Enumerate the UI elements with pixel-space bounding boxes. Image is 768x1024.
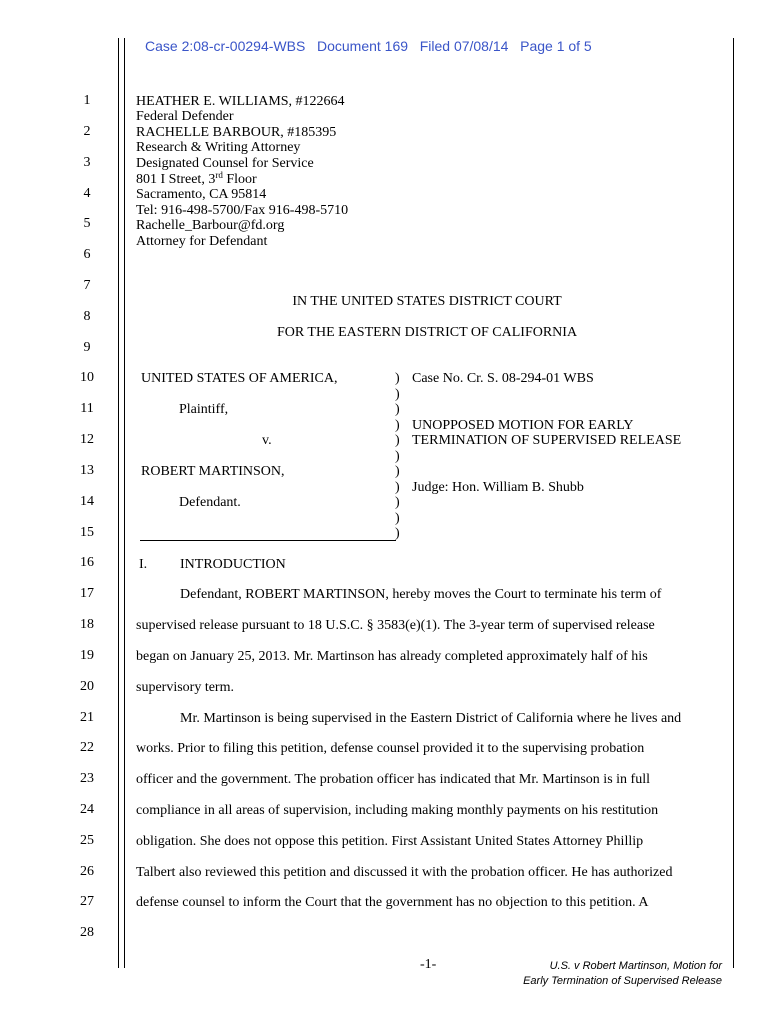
caption-paren: ): [395, 433, 400, 448]
stamp-document: Document 169: [316, 38, 409, 54]
line-number: 1: [83, 93, 91, 108]
caption-paren: ): [395, 402, 400, 417]
attorney-title-2: Research & Writing Attorney: [136, 140, 301, 155]
caption-paren: ): [395, 526, 400, 541]
caption-paren: ): [395, 480, 400, 495]
attorney-title-1: Federal Defender: [136, 109, 234, 124]
line-number: 3: [83, 155, 91, 170]
judge: Judge: Hon. William B. Shubb: [412, 480, 584, 495]
line-number: 19: [80, 648, 94, 663]
stamp-page: Page 1 of 5: [520, 38, 592, 54]
caption-paren: ): [395, 418, 400, 433]
body-line: Talbert also reviewed this petition and discussed it with the probation officer. He has authorized: [136, 865, 673, 880]
attorney-address-1: [136, 172, 257, 188]
line-number: 12: [80, 432, 94, 447]
body-line: officer and the government. The probation officer has indicated that Mr. Martinson is in full: [136, 772, 650, 787]
right-margin-rule: [733, 38, 734, 968]
attorney-name-1: HEATHER E. WILLIAMS, #122664: [136, 94, 345, 109]
defendant-name: ROBERT MARTINSON,: [141, 464, 285, 479]
line-number: 21: [80, 710, 94, 725]
caption-paren: ): [395, 449, 400, 464]
line-number: 5: [83, 216, 91, 231]
body-line: obligation. She does not oppose this petition. First Assistant United States Attorney Phillip: [136, 834, 644, 849]
line-number: 6: [83, 247, 91, 262]
line-number: 28: [80, 925, 94, 940]
body-line: supervisory term.: [136, 680, 234, 695]
line-number: 10: [80, 370, 94, 385]
court-name: IN THE UNITED STATES DISTRICT COURT: [292, 294, 562, 309]
line-number: 22: [80, 740, 94, 755]
address-floor: Floor: [222, 172, 257, 187]
filing-stamp: [145, 38, 592, 54]
line-number: 26: [80, 864, 94, 879]
body-line: supervised release pursuant to 18 U.S.C. § 3583(e)(1). The 3-year term of supervised release: [136, 618, 655, 633]
left-margin-rule-inner: [124, 38, 125, 968]
attorney-name-2: RACHELLE BARBOUR, #185395: [136, 125, 337, 140]
line-number: 18: [80, 617, 94, 632]
body-line: Defendant, ROBERT MARTINSON, hereby moves the Court to terminate his term of: [180, 587, 662, 602]
plaintiff-role: Plaintiff,: [179, 402, 229, 417]
footer-title-line-1: U.S. v Robert Martinson, Motion for: [549, 960, 722, 972]
stamp-filed: Filed 07/08/14: [419, 38, 509, 54]
body-line: defense counsel to inform the Court that the government has no objection to this petition. A: [136, 895, 649, 910]
caption-paren: ): [395, 387, 400, 402]
footer-title-line-2: Early Termination of Supervised Release: [523, 975, 722, 987]
address-ordinal: rd: [215, 170, 223, 180]
line-number: 8: [83, 309, 91, 324]
case-number: Case No. Cr. S. 08-294-01 WBS: [412, 371, 594, 386]
line-number: 2: [83, 124, 91, 139]
plaintiff-name: UNITED STATES OF AMERICA,: [141, 371, 338, 386]
line-number: 20: [80, 679, 94, 694]
caption-paren: ): [395, 371, 400, 386]
line-number: 23: [80, 771, 94, 786]
line-number: 25: [80, 833, 94, 848]
body-line: works. Prior to filing this petition, defense counsel provided it to the supervising probation: [136, 741, 645, 756]
motion-title-1: UNOPPOSED MOTION FOR EARLY: [412, 418, 634, 433]
caption-paren: ): [395, 464, 400, 479]
versus: v.: [262, 433, 272, 448]
page-number: -1-: [420, 957, 437, 972]
attorney-title-3: Designated Counsel for Service: [136, 156, 314, 171]
caption-paren: ): [395, 511, 400, 526]
footer-title: [523, 959, 722, 989]
stamp-case: Case 2:08-cr-00294-WBS: [145, 38, 306, 54]
section-title: INTRODUCTION: [180, 557, 286, 572]
left-margin-rule-outer: [118, 38, 119, 968]
line-number: 27: [80, 894, 94, 909]
caption-paren: ): [395, 495, 400, 510]
body-line: Mr. Martinson is being supervised in the Eastern District of California where he lives and: [180, 711, 682, 726]
address-street: 801 I Street, 3: [136, 172, 216, 187]
court-district: FOR THE EASTERN DISTRICT OF CALIFORNIA: [276, 325, 578, 340]
motion-title-2: TERMINATION OF SUPERVISED RELEASE: [412, 433, 682, 448]
attorney-email: Rachelle_Barbour@fd.org: [136, 218, 285, 233]
body-line: began on January 25, 2013. Mr. Martinson has already completed approximately half of his: [136, 649, 648, 664]
line-number: 15: [80, 525, 94, 540]
line-number: 24: [80, 802, 94, 817]
attorney-phone: Tel: 916-498-5700/Fax 916-498-5710: [136, 203, 349, 218]
line-number: 14: [80, 494, 94, 509]
defendant-role: Defendant.: [179, 495, 241, 510]
line-number: 17: [80, 586, 94, 601]
line-number: 16: [80, 555, 94, 570]
line-number: 9: [83, 340, 91, 355]
caption-underline: [140, 540, 396, 541]
line-number: 4: [83, 186, 91, 201]
body-line: compliance in all areas of supervision, including making monthly payments on his restitution: [136, 803, 659, 818]
line-number: 7: [83, 278, 91, 293]
attorney-role: Attorney for Defendant: [136, 234, 268, 249]
line-number: 11: [80, 401, 94, 416]
attorney-address-2: Sacramento, CA 95814: [136, 187, 267, 202]
section-number: I.: [139, 557, 148, 572]
line-number: 13: [80, 463, 94, 478]
